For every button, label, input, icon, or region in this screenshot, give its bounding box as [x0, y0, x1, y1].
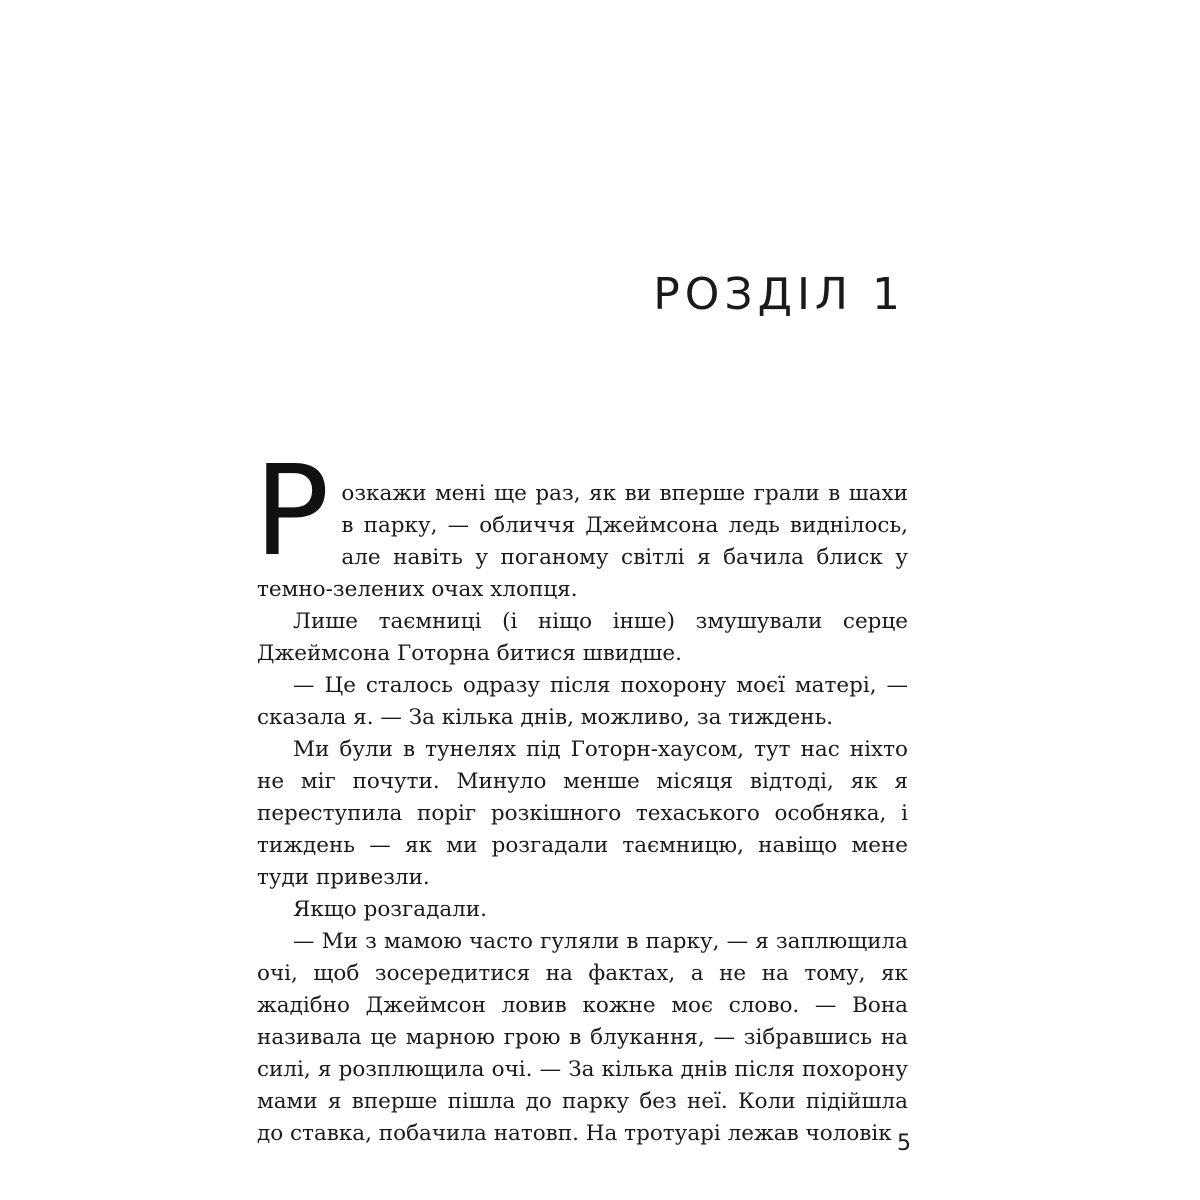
paragraph: — Ми з мамою часто гуляли в парку, — я заплющила очі, щоб зосередитися на фактах, а не на тому, як жадібно Джеймсон ловив кожне моє слово. — Вона називала це марною грою в блукання, — зібравшись на силі, я розплющила очі. — За кілька днів після похорону мами я вперше пішла до парку без неї. Коли підійшла до ставка, побачила натовп. На тротуарі лежав чоловік — [257, 929, 908, 1146]
chapter-title: РОЗДІЛ 1 — [653, 269, 905, 321]
drop-cap: Р — [254, 439, 330, 584]
first-paragraph-text: озкажи мені ще раз, як ви вперше грали в шахи в парку, — обличчя Джеймсона ледь виднілось, але навіть у поганому світлі я бачила блиск у темно-зелених очах хлопця. — [257, 481, 908, 602]
page-number: 5 — [897, 1131, 911, 1156]
body-text — [254, 439, 908, 1150]
paragraph: Якщо розгадали. — [293, 897, 487, 922]
paragraph — [254, 439, 908, 606]
paragraph: — Це сталось одразу після похорону моєї матері, — сказала я. — За кілька днів, можливо, за тиждень. — [257, 673, 908, 730]
paragraph: Лише таємниці (і ніщо інше) змушували серце Джеймсона Готорна битися швидше. — [257, 609, 908, 666]
paragraph: Ми були в тунелях під Готорн-хаусом, тут нас ніхто не міг почути. Минуло менше місяця відтоді, як я переступила поріг розкішного техаського особняка, і тиждень — як ми розгадали таємницю, навіщо мене туди привезли. — [257, 737, 908, 890]
